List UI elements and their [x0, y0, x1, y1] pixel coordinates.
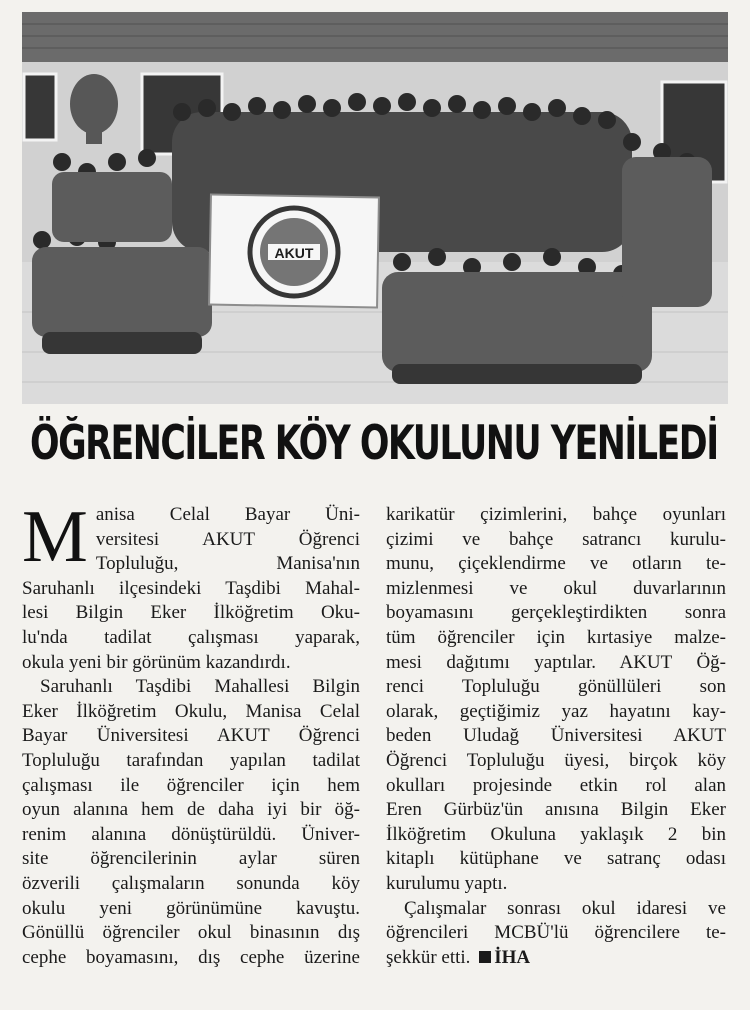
text-line: Saruhanlı ilçesindeki Taşdibi Mahal-	[22, 577, 360, 599]
text-line: versitesi AKUT Öğrenci	[95, 528, 360, 550]
text-line: okulları projesinde etkin rol alan	[386, 774, 726, 796]
text-line-signature: şekkür etti. İHA	[386, 946, 531, 968]
text-line: anisa Celal Bayar Üni-	[95, 504, 360, 525]
text-line: Bayar Üniversitesi AKUT Öğrenci	[22, 725, 360, 747]
headline: ÖĞRENCİLER KÖY OKULUNU YENİLEDİ	[30, 416, 718, 471]
text-line: kurulumu yaptı.	[386, 872, 508, 894]
square-bullet-icon	[479, 951, 491, 963]
text-line: Eker İlköğretim Okulu, Manisa Celal	[22, 700, 360, 722]
text-line: lesi Bilgin Eker İlköğretim Oku-	[22, 602, 360, 624]
text-line: kitaplı kütüphane ve satranç odası	[386, 848, 726, 870]
text-line: beden Uludağ Üniversitesi AKUT	[386, 725, 726, 747]
text-line: Eren Gürbüz'ün anısına Bilgin Eker	[386, 799, 726, 821]
text-line: karikatür çizimlerini, bahçe oyunları	[386, 504, 726, 525]
text-line: mesi dağıtımı yaptılar. AKUT Öğ-	[386, 651, 726, 673]
dropcap: M	[22, 496, 88, 578]
text-line: boyamasını gerçekleştirdikten sonra	[386, 602, 726, 624]
text-line: Öğrenci Topluluğu üyesi, birçok köy	[386, 749, 726, 771]
text-line: oyun alanına hem de daha iyi bir öğ-	[22, 799, 360, 821]
article-photo	[22, 12, 728, 404]
agency-signature: İHA	[494, 946, 531, 968]
article-column-left	[22, 496, 360, 970]
text-line: özverili çalışmaların sonunda köy	[22, 872, 360, 894]
text-line: Çalışmalar sonrası okul idaresi ve	[404, 897, 726, 919]
text-line: munu, çiçeklendirme ve otların te-	[386, 553, 726, 575]
text-line: site öğrencilerinin aylar süren	[22, 848, 360, 870]
text-line: Gönüllü öğrenciler okul binasının dış	[22, 922, 360, 944]
text-line: İlköğretim Okuluna yaklaşık 2 bin	[386, 823, 726, 845]
text-line: okula yeni bir görünüm kazandırdı.	[22, 651, 291, 673]
text-line: renim alanına dönüştürüldü. Üniver-	[22, 823, 360, 845]
article-column-right	[386, 503, 726, 970]
text-line: Topluluğu tarafından yapılan tadilat	[22, 749, 360, 771]
text-line: olarak, geçtiğimiz yaz hayatını kay-	[386, 700, 726, 722]
text-line: lu'nda tadilat çalışması yaparak,	[22, 626, 360, 648]
text-line: tüm öğrenciler için kırtasiye malze-	[386, 626, 726, 648]
flag-text: AKUT	[274, 245, 314, 261]
text-line: Topluluğu, Manisa'nın	[95, 553, 360, 575]
text-line: renci Topluluğu gönüllüleri son	[386, 676, 726, 698]
text-line: cephe boyamasını, dış cephe üzerine	[22, 946, 360, 968]
group-photo-illustration	[22, 12, 728, 404]
text-line: çalışması ile öğrenciler için hem	[22, 774, 360, 796]
text-line: öğrencileri MCBÜ'lü öğrencilere te-	[386, 922, 726, 944]
text-line: mizlenmesi ve okul duvarlarının	[386, 577, 726, 599]
text-line: Saruhanlı Taşdibi Mahallesi Bilgin	[40, 676, 360, 698]
text-line: okulu yeni görünümüne kavuştu.	[22, 897, 360, 919]
text-line: çizimi ve bahçe satrancı kurulu-	[386, 528, 726, 550]
